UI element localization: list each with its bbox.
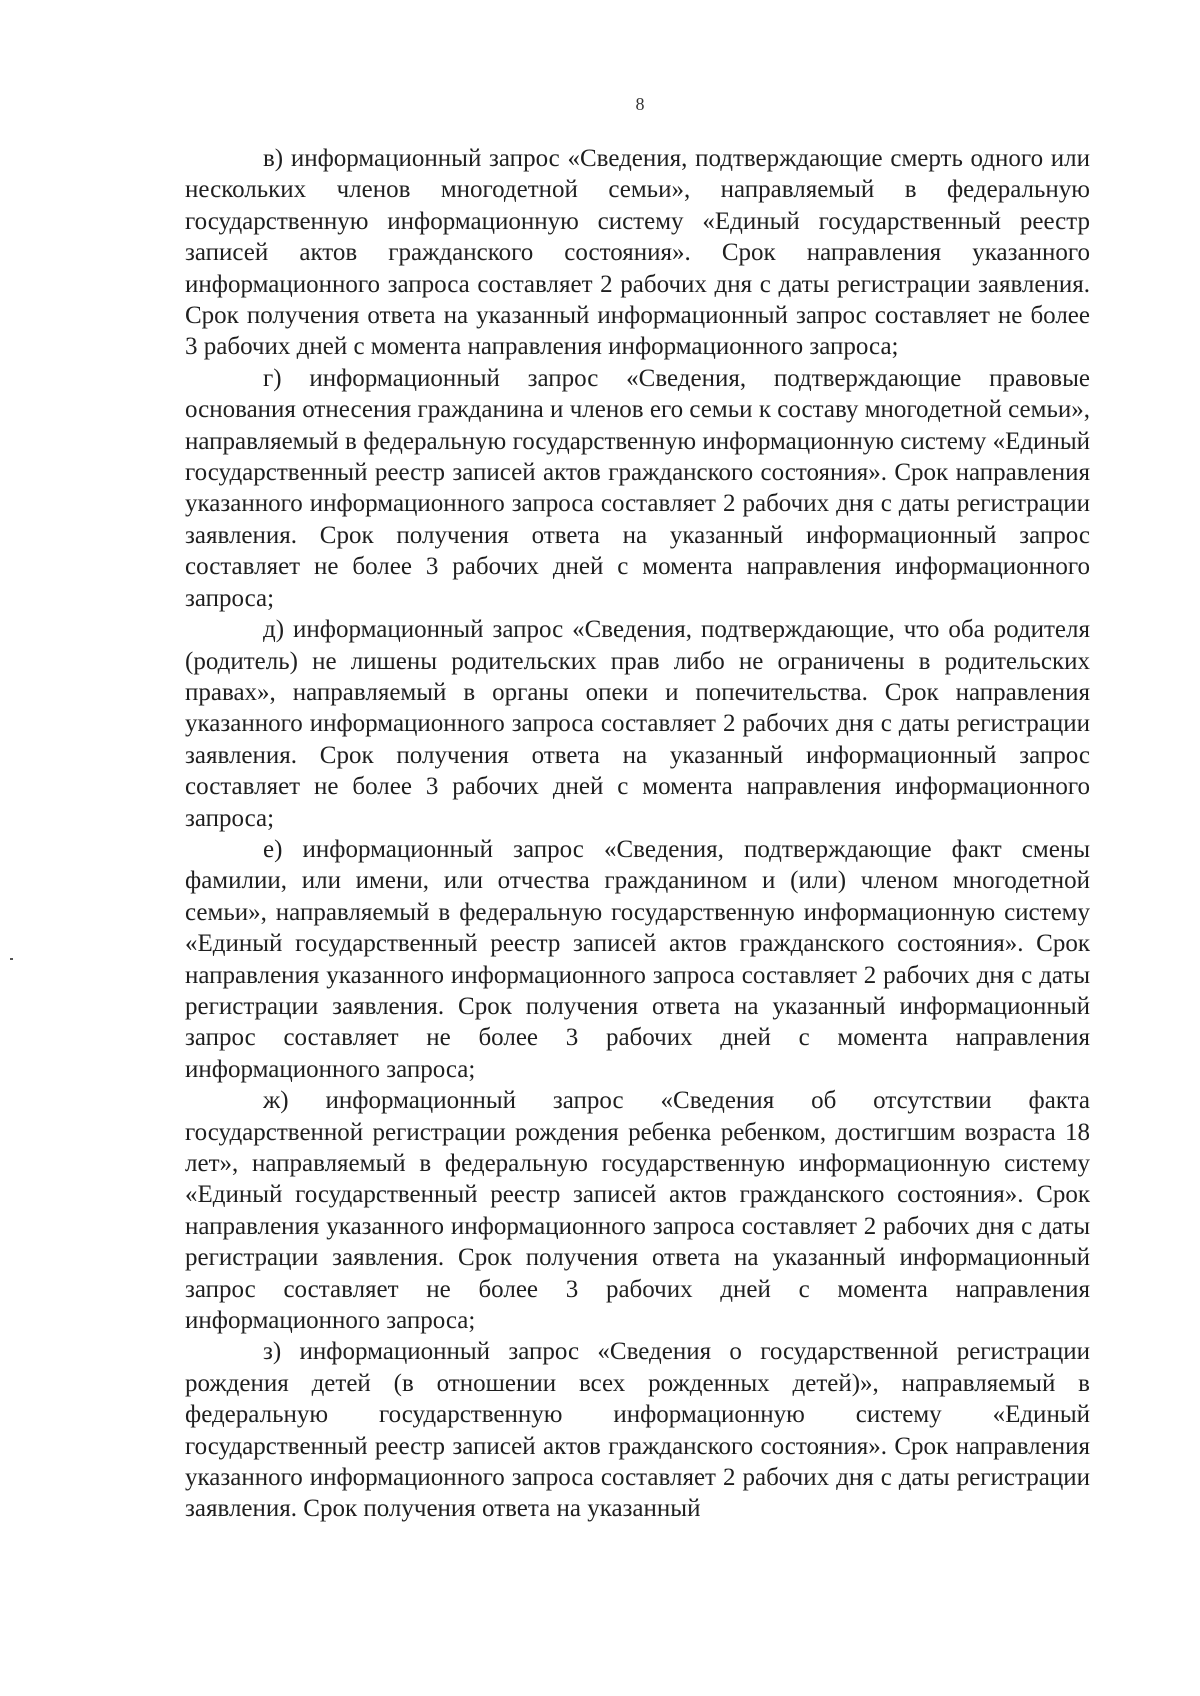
- document-body: [185, 143, 1090, 1525]
- scan-artifact: [10, 958, 13, 960]
- page-number: 8: [635, 94, 645, 114]
- paragraph-g: г) информационный запрос «Сведения, подтверждающие правовые основания отнесения гражданина и членов его семьи к составу многодетной семьи», направляемый в федеральную государственную информационную систему «Единый государственный реестр записей актов гражданского состояния». Срок направления указанного информационного запроса составляет 2 рабочих дня с даты регистрации заявления. Срок получения ответа на указанный информационный запрос составляет не более 3 рабочих дней с момента направления информационного запроса;: [185, 364, 1090, 612]
- paragraph-zh: ж) информационный запрос «Сведения об отсутствии факта государственной регистрации рождения ребенка ребенком, достигшим возраста 18 лет», направляемый в федеральную государственную информационную систему «Единый государственный реестр записей актов гражданского состояния». Срок направления указанного информационного запроса составляет 2 рабочих дня с даты регистрации заявления. Срок получения ответа на указанный информационный запрос составляет не более 3 рабочих дней с момента направления информационного запроса;: [185, 1087, 1090, 1335]
- paragraph-e: е) информационный запрос «Сведения, подтверждающие факт смены фамилии, или имени, или отчества гражданином и (или) членом многодетной семьи», направляемый в федеральную государственную информационную систему «Единый государственный реестр записей актов гражданского состояния». Срок направления указанного информационного запроса составляет 2 рабочих дня с даты регистрации заявления. Срок получения ответа на указанный информационный запрос составляет не более 3 рабочих дней с момента направления информационного запроса;: [185, 835, 1090, 1083]
- paragraph-v: в) информационный запрос «Сведения, подтверждающие смерть одного или нескольких членов многодетной семьи», направляемый в федеральную государственную информационную систему «Единый государственный реестр записей актов гражданского состояния». Срок направления указанного информационного запроса составляет 2 рабочих дня с даты регистрации заявления. Срок получения ответа на указанный информационный запрос составляет не более 3 рабочих дней с момента направления информационного запроса;: [185, 145, 1090, 361]
- paragraph-z: з) информационный запрос «Сведения о государственной регистрации рождения детей (в отношении всех рожденных детей)», направляемый в федеральную государственную информационную систему «Единый государственный реестр записей актов гражданского состояния». Срок направления указанного информационного запроса составляет 2 рабочих дня с даты регистрации заявления. Срок получения ответа на указанный: [185, 1338, 1090, 1523]
- paragraph-d: д) информационный запрос «Сведения, подтверждающие, что оба родителя (родитель) не лишены родительских прав либо не ограничены в родительских правах», направляемый в органы опеки и попечительства. Срок направления указанного информационного запроса составляет 2 рабочих дня с даты регистрации заявления. Срок получения ответа на указанный информационный запрос составляет не более 3 рабочих дней с момента направления информационного запроса;: [185, 616, 1090, 832]
